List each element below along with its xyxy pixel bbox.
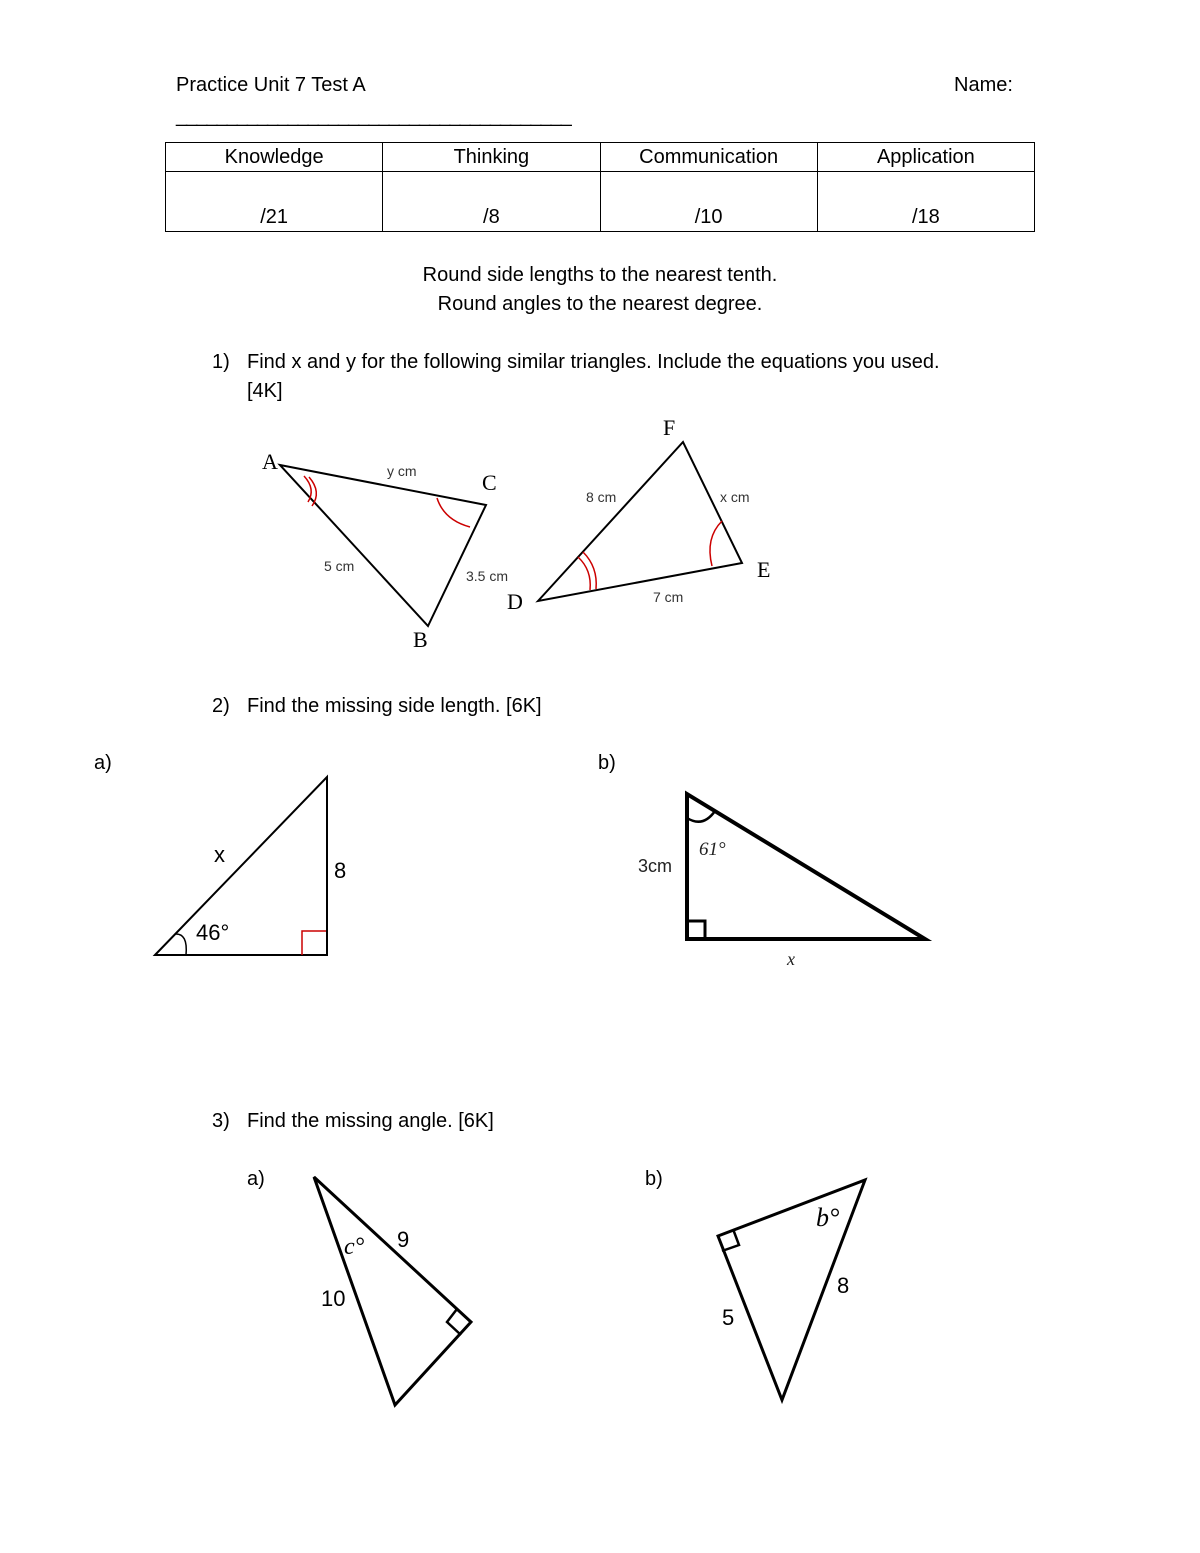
score-thinking[interactable]: /8 [383,172,600,232]
vertex-a-label: A [262,449,278,474]
vertex-c-label: C [482,470,497,495]
triangle-def [538,442,742,601]
vertex-e-label: E [757,557,771,582]
q2b-base-label: x [787,949,795,969]
score-communication[interactable]: /10 [600,172,817,232]
q2b-triangle [687,794,925,939]
name-line[interactable]: _______________________________________ [176,105,571,127]
score-table-score-row [166,172,1035,232]
angle-e-arc [710,521,722,566]
vertex-b-label: B [413,627,428,652]
score-table [165,142,1035,232]
q2b-triangle-figure [630,780,940,975]
q2-number: 2) [212,695,230,717]
instruction-sides: Round side lengths to the nearest tenth. [422,264,778,286]
q2a-hypotenuse-label: x [214,842,225,867]
q1-marks: [4K] [247,380,283,402]
score-application[interactable]: /18 [817,172,1034,232]
vertex-d-label: D [507,589,523,614]
side-ac-label: y cm [387,463,417,479]
q3a-side1-label: 9 [397,1227,410,1252]
q3a-right-angle-marker [447,1309,461,1335]
q2a-angle-arc [175,934,186,955]
q3a-side2-label: 10 [321,1286,346,1311]
q1-similar-triangles-figure [240,405,800,665]
q3a-triangle-figure [300,1165,485,1415]
q2a-side-label: 8 [334,858,347,883]
score-table-header-row [166,143,1035,172]
q2a-right-angle-marker [302,931,326,955]
angle-d-arc-outer [578,557,590,590]
q3b-side1-label: 8 [837,1273,850,1298]
q3-number: 3) [212,1110,230,1132]
name-label: Name: [954,74,1013,96]
q2a-triangle-figure [140,765,370,970]
instruction-angles: Round angles to the nearest degree. [437,293,763,315]
vertex-f-label: F [663,415,676,440]
q2b-right-angle-marker [687,921,705,939]
side-fe-label: x cm [720,489,750,505]
q1-number: 1) [212,351,230,373]
side-df-label: 8 cm [586,489,617,505]
q2a-label: a) [94,752,112,774]
side-bc-label: 3.5 cm [466,568,509,584]
page-title: Practice Unit 7 Test A [176,74,366,96]
side-ab-label: 5 cm [324,558,355,574]
q3b-triangle-figure [700,1165,880,1410]
q3b-side2-label: 5 [722,1305,735,1330]
q2b-label: b) [598,752,616,774]
q3-text: Find the missing angle. [6K] [247,1110,494,1132]
q2a-triangle [155,777,327,955]
angle-a-arc-inner [304,476,311,502]
q2a-angle-label: 46° [196,920,230,945]
header-thinking: Thinking [383,143,600,172]
side-de-label: 7 cm [653,589,684,605]
angle-c-arc [437,498,470,527]
header-knowledge: Knowledge [166,143,383,172]
header-application: Application [817,143,1034,172]
score-knowledge[interactable]: /21 [166,172,383,232]
q2b-angle-arc [687,811,715,822]
q3a-angle-label: c° [344,1234,365,1260]
q3a-label: a) [247,1168,265,1190]
q1-text: Find x and y for the following similar triangles. Include the equations you used. [247,351,940,373]
q2b-side-label: 3cm [638,856,673,876]
q3b-label: b) [645,1168,663,1190]
q2-text: Find the missing side length. [6K] [247,695,542,717]
header-communication: Communication [600,143,817,172]
q2b-angle-label: 61° [699,839,726,860]
q3b-angle-label: b° [816,1203,840,1232]
